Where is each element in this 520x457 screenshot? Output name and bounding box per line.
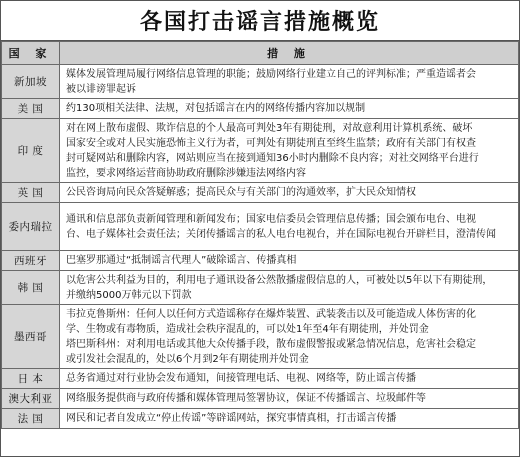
- table-row: [2, 271, 519, 305]
- measure-cell: 对在网上散布虚假、欺诈信息的个人最高可判处3年有期徒刑，对故意利用计算机系统、破坏 国家安全或对人民实施恐怖主义行为者，可判处有期徒刑直至终生监禁；政府有关部门有权查 封可疑网站和删除内容，网站则应当在接到通知36小时内删除不良内容；对社交网络平台进行 监控，要求网络运营商协助政府删除涉嫌违法网络内容: [60, 119, 519, 183]
- measure-cell: 巴塞罗那通过“抵制谣言代理人”破除谣言、传播真相: [60, 251, 519, 271]
- header-measures: 措 施: [60, 42, 519, 65]
- country-cell: 印 度: [2, 119, 60, 183]
- table-row: [2, 389, 519, 409]
- measures-table: [1, 41, 519, 429]
- country-cell: 委内瑞拉: [2, 203, 60, 251]
- table-row: [2, 99, 519, 119]
- table-row: [2, 183, 519, 203]
- country-cell: 美 国: [2, 99, 60, 119]
- measure-cell: 网络服务提供商与政府传播和媒体管理局签署协议，保证不传播谣言、垃圾邮件等: [60, 389, 519, 409]
- measure-cell: 媒体发展管理局履行网络信息管理的职能；鼓励网络行业建立自己的评判标准；严重造谣者会 被以诽谤罪起诉: [60, 65, 519, 99]
- country-cell: 韩 国: [2, 271, 60, 305]
- table-row: [2, 203, 519, 251]
- table-row: [2, 305, 519, 369]
- table-row: [2, 251, 519, 271]
- measure-cell: 总务省通过对行业协会发布通知，间接管理电话、电视、网络等，防止谣言传播: [60, 369, 519, 389]
- table-row: [2, 369, 519, 389]
- country-cell: 墨西哥: [2, 305, 60, 369]
- measure-cell: 网民和记者自发成立“停止传谣”等辟谣网站，探究事情真相，打击谣言传播: [60, 409, 519, 429]
- country-cell: 西班牙: [2, 251, 60, 271]
- country-cell: 新加坡: [2, 65, 60, 99]
- table-row: [2, 119, 519, 183]
- country-cell: 澳大利亚: [2, 389, 60, 409]
- table-row: [2, 65, 519, 99]
- page-title: 各国打击谣言措施概览: [1, 1, 519, 41]
- table-row: [2, 409, 519, 429]
- measure-cell: 通讯和信息部负责新闻管理和新闻发布；国家电信委员会管理信息传播；国会颁布电台、电视 台、电子媒体社会责任法；关闭传播谣言的私人电台电视台，并在国际电视台开辟栏目，澄清传闻: [60, 203, 519, 251]
- country-cell: 英 国: [2, 183, 60, 203]
- country-cell: 法 国: [2, 409, 60, 429]
- measure-cell: 约130项相关法律、法规，对包括谣言在内的网络传播内容加以规制: [60, 99, 519, 119]
- measure-cell: 公民咨询局向民众答疑解惑；提高民众与有关部门的沟通效率，扩大民众知情权: [60, 183, 519, 203]
- table-header-row: [2, 42, 519, 65]
- country-cell: 日 本: [2, 369, 60, 389]
- measure-cell: 以危害公共利益为目的，利用电子通讯设备公然散播虚假信息的人，可被处以5年以下有期徒刑， 并缴纳5000万韩元以下罚款: [60, 271, 519, 305]
- measure-cell: 韦拉克鲁斯州：任何人以任何方式造谣称存在爆炸装置、武装袭击以及可能造成人体伤害的化 学、生物或有毒物质，造成社会秩序混乱的，可以处1年至4年有期徒刑，并处罚金 塔巴斯科州：对利用电话或其他大众传播手段，散布虚假警报或紧急情况信息，危害社会稳定 或引发社会混乱的，处以6个月到2年有期徒刑并处罚金: [60, 305, 519, 369]
- header-country: 国 家: [2, 42, 60, 65]
